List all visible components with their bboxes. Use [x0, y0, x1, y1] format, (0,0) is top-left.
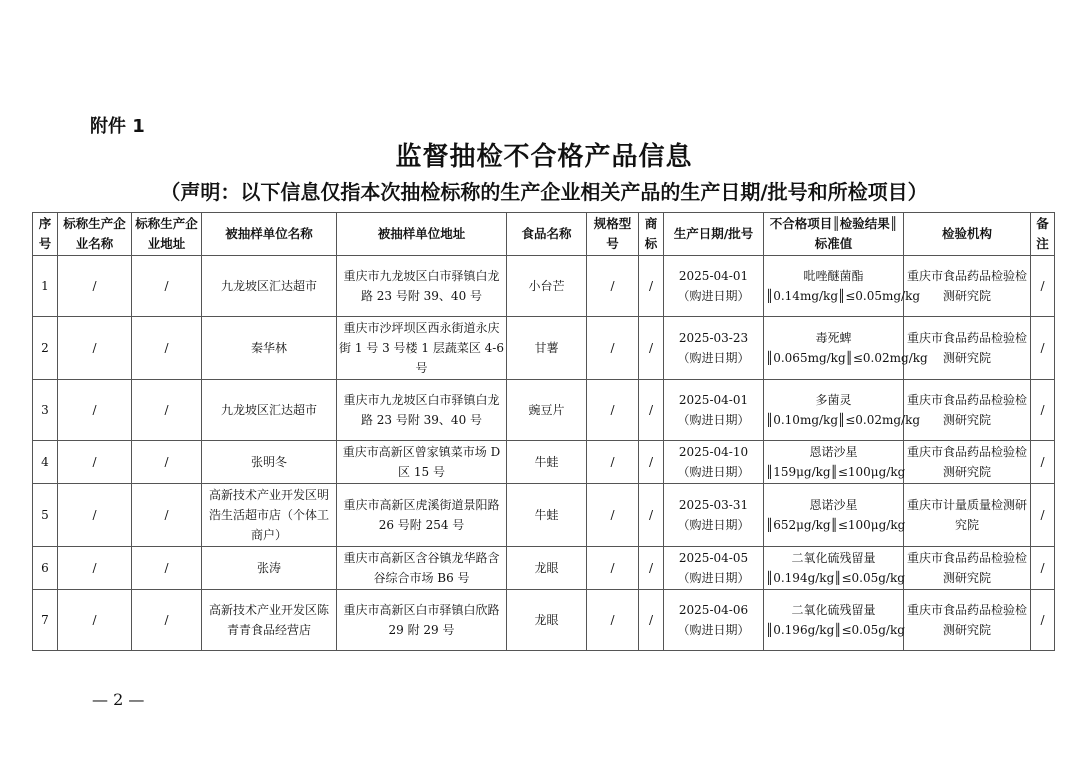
cell-producer-address: /	[132, 317, 202, 380]
unqualified-products-table	[32, 212, 1055, 651]
cell-no: 5	[33, 484, 58, 547]
cell-producer: /	[58, 256, 132, 317]
header-remark: 备注	[1031, 213, 1055, 256]
cell-food-name: 牛蛙	[507, 484, 587, 547]
cell-failed-item: 二氧化硫残留量║0.196g/kg║≤0.05g/kg	[764, 590, 904, 651]
cell-failed-item: 多菌灵║0.10mg/kg║≤0.02mg/kg	[764, 380, 904, 441]
cell-spec: /	[587, 317, 639, 380]
cell-sampled-address: 重庆市高新区曾家镇菜市场 D 区 15 号	[337, 441, 507, 484]
cell-sampled-address: 重庆市沙坪坝区西永街道永庆街 1 号 3 号楼 1 层蔬菜区 4-6 号	[337, 317, 507, 380]
cell-remark: /	[1031, 547, 1055, 590]
cell-date	[664, 317, 764, 380]
cell-food-name: 龙眼	[507, 590, 587, 651]
cell-brand: /	[639, 547, 664, 590]
production-date: 2025-04-01	[678, 393, 749, 407]
cell-date	[664, 380, 764, 441]
table-row	[33, 441, 1055, 484]
cell-agency: 重庆市食品药品检验检测研究院	[904, 256, 1031, 317]
cell-sampled-unit: 高新技术产业开发区陈青青食品经营店	[202, 590, 337, 651]
cell-producer-address: /	[132, 256, 202, 317]
cell-agency: 重庆市食品药品检验检测研究院	[904, 547, 1031, 590]
cell-producer: /	[58, 317, 132, 380]
header-failed-item: 不合格项目║检验结果║标准值	[764, 213, 904, 256]
cell-sampled-address: 重庆市高新区白市驿镇白欣路 29 附 29 号	[337, 590, 507, 651]
cell-date	[664, 256, 764, 317]
page-subtitle: （声明：以下信息仅指本次抽检标称的生产企业相关产品的生产日期/批号和所检项目）	[160, 180, 928, 204]
cell-producer-address: /	[132, 441, 202, 484]
header-brand: 商标	[639, 213, 664, 256]
cell-food-name: 牛蛙	[507, 441, 587, 484]
date-note: （购进日期）	[677, 289, 750, 303]
cell-agency: 重庆市食品药品检验检测研究院	[904, 380, 1031, 441]
header-no: 序号	[33, 213, 58, 256]
production-date: 2025-03-23	[678, 331, 749, 345]
cell-food-name: 龙眼	[507, 547, 587, 590]
cell-producer: /	[58, 484, 132, 547]
header-producer-address: 标称生产企业地址	[132, 213, 202, 256]
header-spec: 规格型号	[587, 213, 639, 256]
production-date: 2025-04-05	[678, 551, 749, 565]
cell-no: 4	[33, 441, 58, 484]
date-note: （购进日期）	[677, 623, 750, 637]
cell-brand: /	[639, 256, 664, 317]
production-date: 2025-04-06	[678, 603, 749, 617]
cell-date	[664, 590, 764, 651]
cell-failed-item: 恩诺沙星║159μg/kg║≤100μg/kg	[764, 441, 904, 484]
cell-agency: 重庆市食品药品检验检测研究院	[904, 317, 1031, 380]
cell-spec: /	[587, 547, 639, 590]
cell-spec: /	[587, 590, 639, 651]
production-date: 2025-04-01	[678, 269, 749, 283]
date-note: （购进日期）	[677, 351, 750, 365]
cell-remark: /	[1031, 380, 1055, 441]
cell-sampled-unit: 张涛	[202, 547, 337, 590]
cell-food-name: 甘薯	[507, 317, 587, 380]
cell-brand: /	[639, 317, 664, 380]
table-header-row	[33, 213, 1055, 256]
cell-producer: /	[58, 380, 132, 441]
cell-sampled-address: 重庆市九龙坡区白市驿镇白龙路 23 号附 39、40 号	[337, 380, 507, 441]
cell-remark: /	[1031, 317, 1055, 380]
header-date: 生产日期/批号	[664, 213, 764, 256]
cell-date	[664, 547, 764, 590]
production-date: 2025-03-31	[678, 498, 749, 512]
date-note: （购进日期）	[677, 413, 750, 427]
cell-remark: /	[1031, 590, 1055, 651]
cell-agency: 重庆市食品药品检验检测研究院	[904, 590, 1031, 651]
cell-producer-address: /	[132, 590, 202, 651]
cell-sampled-unit: 高新技术产业开发区明浩生活超市店（个体工商户）	[202, 484, 337, 547]
cell-sampled-unit: 张明冬	[202, 441, 337, 484]
cell-spec: /	[587, 441, 639, 484]
page-number: — 2 —	[92, 690, 145, 709]
cell-date	[664, 484, 764, 547]
cell-brand: /	[639, 484, 664, 547]
cell-failed-item: 恩诺沙星║652μg/kg║≤100μg/kg	[764, 484, 904, 547]
table-row	[33, 547, 1055, 590]
date-note: （购进日期）	[677, 571, 750, 585]
cell-spec: /	[587, 484, 639, 547]
cell-no: 1	[33, 256, 58, 317]
cell-agency: 重庆市食品药品检验检测研究院	[904, 441, 1031, 484]
table-row	[33, 256, 1055, 317]
header-sampled-unit: 被抽样单位名称	[202, 213, 337, 256]
cell-food-name: 小台芒	[507, 256, 587, 317]
cell-remark: /	[1031, 256, 1055, 317]
cell-failed-item: 毒死蜱║0.065mg/kg║≤0.02mg/kg	[764, 317, 904, 380]
header-producer: 标称生产企业名称	[58, 213, 132, 256]
cell-date	[664, 441, 764, 484]
table-row	[33, 484, 1055, 547]
attachment-label: 附件 1	[90, 116, 145, 137]
cell-brand: /	[639, 380, 664, 441]
cell-no: 3	[33, 380, 58, 441]
table-row	[33, 317, 1055, 380]
header-food-name: 食品名称	[507, 213, 587, 256]
table-row	[33, 590, 1055, 651]
cell-agency: 重庆市计量质量检测研究院	[904, 484, 1031, 547]
cell-no: 6	[33, 547, 58, 590]
cell-spec: /	[587, 256, 639, 317]
date-note: （购进日期）	[677, 465, 750, 479]
cell-sampled-unit: 秦华林	[202, 317, 337, 380]
cell-sampled-unit: 九龙坡区汇达超市	[202, 256, 337, 317]
cell-brand: /	[639, 441, 664, 484]
header-sampled-address: 被抽样单位地址	[337, 213, 507, 256]
cell-remark: /	[1031, 441, 1055, 484]
cell-brand: /	[639, 590, 664, 651]
cell-sampled-unit: 九龙坡区汇达超市	[202, 380, 337, 441]
cell-failed-item: 吡唑醚菌酯║0.14mg/kg║≤0.05mg/kg	[764, 256, 904, 317]
page-title: 监督抽检不合格产品信息	[395, 142, 693, 172]
cell-producer-address: /	[132, 380, 202, 441]
cell-remark: /	[1031, 484, 1055, 547]
cell-producer-address: /	[132, 484, 202, 547]
table-row	[33, 380, 1055, 441]
date-note: （购进日期）	[677, 518, 750, 532]
cell-spec: /	[587, 380, 639, 441]
production-date: 2025-04-10	[678, 445, 749, 459]
cell-producer-address: /	[132, 547, 202, 590]
cell-sampled-address: 重庆市高新区虎溪街道景阳路 26 号附 254 号	[337, 484, 507, 547]
cell-food-name: 豌豆片	[507, 380, 587, 441]
cell-no: 2	[33, 317, 58, 380]
cell-producer: /	[58, 547, 132, 590]
cell-no: 7	[33, 590, 58, 651]
cell-producer: /	[58, 441, 132, 484]
header-agency: 检验机构	[904, 213, 1031, 256]
cell-sampled-address: 重庆市高新区含谷镇龙华路含谷综合市场 B6 号	[337, 547, 507, 590]
cell-sampled-address: 重庆市九龙坡区白市驿镇白龙路 23 号附 39、40 号	[337, 256, 507, 317]
cell-producer: /	[58, 590, 132, 651]
cell-failed-item: 二氧化硫残留量║0.194g/kg║≤0.05g/kg	[764, 547, 904, 590]
